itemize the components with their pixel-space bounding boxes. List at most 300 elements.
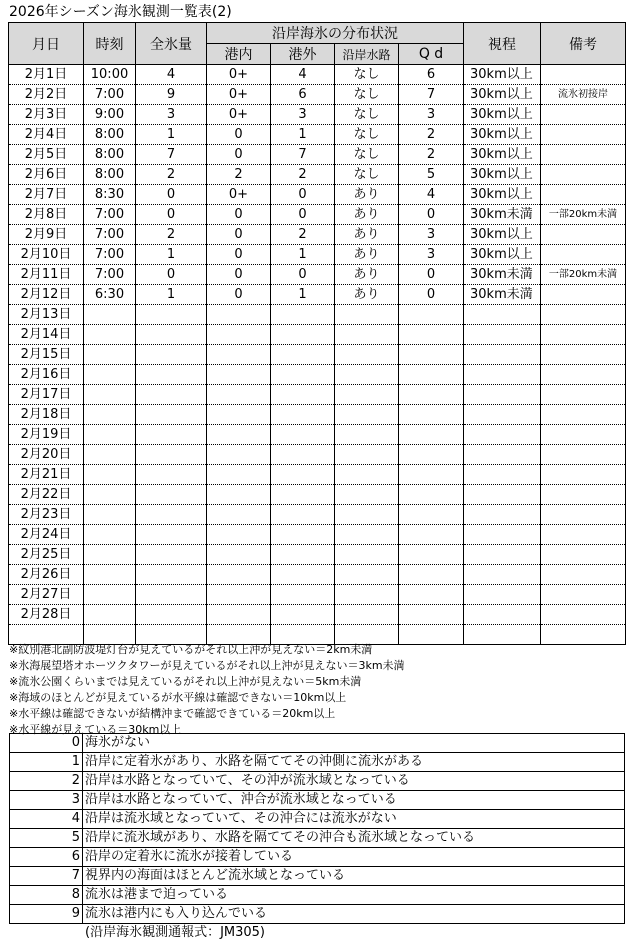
cell-channel: なし bbox=[335, 125, 399, 145]
cell-visibility: 30km以上 bbox=[464, 245, 541, 265]
table-row bbox=[9, 485, 626, 505]
cell-date: 2月18日 bbox=[9, 405, 84, 425]
cell-outer bbox=[271, 485, 335, 505]
cell-date: 2月22日 bbox=[9, 485, 84, 505]
cell-channel: あり bbox=[335, 285, 399, 305]
cell-channel bbox=[335, 565, 399, 585]
cell-qd: 4 bbox=[399, 185, 464, 205]
cell-total bbox=[136, 505, 207, 525]
cell-inner bbox=[207, 305, 271, 325]
cell-outer bbox=[271, 305, 335, 325]
legend-row bbox=[10, 791, 625, 810]
cell-channel bbox=[335, 605, 399, 625]
cell-total bbox=[136, 385, 207, 405]
cell-inner bbox=[207, 325, 271, 345]
cell-remarks bbox=[541, 365, 626, 385]
cell-channel: あり bbox=[335, 245, 399, 265]
table-row bbox=[9, 225, 626, 245]
cell-total bbox=[136, 605, 207, 625]
table-row bbox=[9, 145, 626, 165]
legend-row bbox=[10, 734, 625, 753]
cell-remarks bbox=[541, 545, 626, 565]
cell-visibility bbox=[464, 305, 541, 325]
table-row bbox=[9, 545, 626, 565]
cell-remarks bbox=[541, 605, 626, 625]
cell-outer: 2 bbox=[271, 225, 335, 245]
cell-date: 2月14日 bbox=[9, 325, 84, 345]
cell-inner: 0 bbox=[207, 265, 271, 285]
header-outer-harbor: 港外 bbox=[271, 44, 335, 65]
cell-outer: 1 bbox=[271, 125, 335, 145]
cell-visibility bbox=[464, 525, 541, 545]
cell-inner bbox=[207, 465, 271, 485]
cell-visibility bbox=[464, 485, 541, 505]
cell-visibility: 30km以上 bbox=[464, 105, 541, 125]
cell-total bbox=[136, 325, 207, 345]
cell-inner bbox=[207, 405, 271, 425]
cell-outer: 1 bbox=[271, 245, 335, 265]
cell-visibility bbox=[464, 465, 541, 485]
cell-remarks bbox=[541, 145, 626, 165]
cell-total: 1 bbox=[136, 285, 207, 305]
cell-time bbox=[84, 485, 136, 505]
cell-date: 2月7日 bbox=[9, 185, 84, 205]
legend-text: 沿岸に流氷域があり、水路を隔ててその沖合も流氷域となっている bbox=[83, 829, 625, 848]
table-row bbox=[9, 585, 626, 605]
cell-visibility bbox=[464, 545, 541, 565]
cell-inner: 0 bbox=[207, 285, 271, 305]
cell-outer bbox=[271, 605, 335, 625]
cell-total bbox=[136, 585, 207, 605]
cell-date: 2月19日 bbox=[9, 425, 84, 445]
cell-visibility bbox=[464, 365, 541, 385]
cell-inner bbox=[207, 485, 271, 505]
cell-total bbox=[136, 545, 207, 565]
cell-remarks bbox=[541, 165, 626, 185]
cell-total: 0 bbox=[136, 205, 207, 225]
cell-total: 0 bbox=[136, 265, 207, 285]
cell-time: 7:00 bbox=[84, 245, 136, 265]
cell-channel bbox=[335, 585, 399, 605]
table-row bbox=[9, 285, 626, 305]
legend-text: 沿岸は水路となっていて、沖合が流氷域となっている bbox=[83, 791, 625, 810]
cell-time: 7:00 bbox=[84, 225, 136, 245]
cell-qd: 2 bbox=[399, 125, 464, 145]
cell-channel bbox=[335, 405, 399, 425]
cell-total bbox=[136, 445, 207, 465]
cell-channel bbox=[335, 345, 399, 365]
cell-qd bbox=[399, 305, 464, 325]
cell-qd bbox=[399, 385, 464, 405]
cell-remarks: 流氷初接岸 bbox=[541, 85, 626, 105]
cell-date: 2月25日 bbox=[9, 545, 84, 565]
cell-remarks bbox=[541, 305, 626, 325]
visibility-notes bbox=[9, 642, 405, 738]
table-row bbox=[9, 105, 626, 125]
cell-time bbox=[84, 565, 136, 585]
note: ※水平線は確認できないが結構沖まで確認できている＝20km以上 bbox=[9, 707, 336, 720]
cell-outer: 4 bbox=[271, 65, 335, 85]
cell-outer bbox=[271, 445, 335, 465]
header-time: 時刻 bbox=[84, 23, 136, 65]
cell-visibility: 30km未満 bbox=[464, 265, 541, 285]
cell-time bbox=[84, 605, 136, 625]
cell-remarks: 一部20km未満 bbox=[541, 205, 626, 225]
legend-row bbox=[10, 772, 625, 791]
cell-qd bbox=[399, 505, 464, 525]
cell-time bbox=[84, 345, 136, 365]
legend-row bbox=[10, 905, 625, 924]
cell-time: 8:00 bbox=[84, 145, 136, 165]
cell-remarks bbox=[541, 125, 626, 145]
cell-date: 2月27日 bbox=[9, 585, 84, 605]
cell-qd: 0 bbox=[399, 285, 464, 305]
cell-visibility: 30km以上 bbox=[464, 85, 541, 105]
cell-remarks bbox=[541, 485, 626, 505]
legend-code: 0 bbox=[10, 734, 83, 753]
cell-qd: 2 bbox=[399, 145, 464, 165]
cell-qd bbox=[399, 405, 464, 425]
cell-outer bbox=[271, 585, 335, 605]
cell-date: 2月6日 bbox=[9, 165, 84, 185]
cell-qd bbox=[399, 485, 464, 505]
cell-remarks bbox=[541, 105, 626, 125]
qd-legend-table bbox=[9, 733, 625, 924]
cell-date: 2月24日 bbox=[9, 525, 84, 545]
cell-outer: 0 bbox=[271, 265, 335, 285]
cell-remarks bbox=[541, 625, 626, 645]
cell-remarks bbox=[541, 565, 626, 585]
ice-observation-table bbox=[8, 22, 626, 645]
cell-time: 7:00 bbox=[84, 85, 136, 105]
cell-time bbox=[84, 325, 136, 345]
cell-outer: 7 bbox=[271, 145, 335, 165]
legend-row bbox=[10, 810, 625, 829]
cell-outer bbox=[271, 465, 335, 485]
cell-time bbox=[84, 545, 136, 565]
cell-date: 2月26日 bbox=[9, 565, 84, 585]
cell-total bbox=[136, 565, 207, 585]
cell-time bbox=[84, 585, 136, 605]
cell-remarks bbox=[541, 585, 626, 605]
cell-channel: あり bbox=[335, 225, 399, 245]
cell-qd: 3 bbox=[399, 245, 464, 265]
table-row bbox=[9, 165, 626, 185]
header-qd: Q d bbox=[399, 44, 464, 65]
cell-visibility bbox=[464, 385, 541, 405]
cell-qd bbox=[399, 425, 464, 445]
cell-inner bbox=[207, 385, 271, 405]
cell-time: 7:00 bbox=[84, 265, 136, 285]
cell-date: 2月3日 bbox=[9, 105, 84, 125]
header-date: 月日 bbox=[9, 23, 84, 65]
cell-date: 2月21日 bbox=[9, 465, 84, 485]
cell-channel: なし bbox=[335, 65, 399, 85]
cell-channel bbox=[335, 305, 399, 325]
cell-visibility bbox=[464, 405, 541, 425]
cell-remarks bbox=[541, 405, 626, 425]
cell-time: 8:00 bbox=[84, 125, 136, 145]
table-row bbox=[9, 185, 626, 205]
cell-time bbox=[84, 365, 136, 385]
header-visibility: 視程 bbox=[464, 23, 541, 65]
cell-qd: 0 bbox=[399, 265, 464, 285]
cell-qd bbox=[399, 605, 464, 625]
cell-outer bbox=[271, 325, 335, 345]
table-row bbox=[9, 565, 626, 585]
cell-total: 4 bbox=[136, 65, 207, 85]
cell-channel: あり bbox=[335, 185, 399, 205]
cell-outer bbox=[271, 365, 335, 385]
note: ※海域のほとんどが見えているが水平線は確認できない＝10km以上 bbox=[9, 691, 347, 704]
cell-date: 2月16日 bbox=[9, 365, 84, 385]
cell-remarks bbox=[541, 225, 626, 245]
cell-outer bbox=[271, 545, 335, 565]
cell-visibility: 30km以上 bbox=[464, 165, 541, 185]
cell-remarks: 一部20km未満 bbox=[541, 265, 626, 285]
cell-time bbox=[84, 385, 136, 405]
cell-outer: 0 bbox=[271, 185, 335, 205]
table-row bbox=[9, 505, 626, 525]
cell-inner: 0 bbox=[207, 125, 271, 145]
legend-text: 沿岸は流氷域となっていて、その沖合には流氷がない bbox=[83, 810, 625, 829]
cell-qd bbox=[399, 565, 464, 585]
cell-outer bbox=[271, 385, 335, 405]
table-row bbox=[9, 445, 626, 465]
table-row bbox=[9, 125, 626, 145]
cell-remarks bbox=[541, 65, 626, 85]
cell-date: 2月15日 bbox=[9, 345, 84, 365]
cell-qd: 3 bbox=[399, 105, 464, 125]
cell-total bbox=[136, 405, 207, 425]
header-inner-harbor: 港内 bbox=[207, 44, 271, 65]
header-coastal-distribution: 沿岸海氷の分布状況 bbox=[207, 23, 464, 44]
cell-inner: 0 bbox=[207, 205, 271, 225]
cell-channel bbox=[335, 485, 399, 505]
cell-total bbox=[136, 345, 207, 365]
legend-row bbox=[10, 753, 625, 772]
cell-inner: 2 bbox=[207, 165, 271, 185]
cell-visibility bbox=[464, 605, 541, 625]
cell-outer: 0 bbox=[271, 205, 335, 225]
cell-inner bbox=[207, 445, 271, 465]
cell-date: 2月9日 bbox=[9, 225, 84, 245]
cell-visibility bbox=[464, 585, 541, 605]
cell-total bbox=[136, 305, 207, 325]
cell-visibility: 30km以上 bbox=[464, 145, 541, 165]
cell-qd bbox=[399, 465, 464, 485]
cell-qd: 7 bbox=[399, 85, 464, 105]
cell-inner bbox=[207, 525, 271, 545]
cell-remarks bbox=[541, 425, 626, 445]
cell-inner: 0+ bbox=[207, 85, 271, 105]
cell-visibility: 30km以上 bbox=[464, 225, 541, 245]
cell-time bbox=[84, 445, 136, 465]
cell-time bbox=[84, 305, 136, 325]
table-row bbox=[9, 265, 626, 285]
note: ※紋別港北副防波堤灯台が見えているがそれ以上沖が見えない＝2km未満 bbox=[9, 643, 373, 656]
cell-qd: 3 bbox=[399, 225, 464, 245]
cell-remarks bbox=[541, 465, 626, 485]
cell-total: 1 bbox=[136, 125, 207, 145]
cell-remarks bbox=[541, 505, 626, 525]
legend-code: 9 bbox=[10, 905, 83, 924]
cell-date: 2月23日 bbox=[9, 505, 84, 525]
cell-remarks bbox=[541, 525, 626, 545]
cell-total: 7 bbox=[136, 145, 207, 165]
cell-visibility: 30km未満 bbox=[464, 205, 541, 225]
header-total-ice: 全氷量 bbox=[136, 23, 207, 65]
table-row bbox=[9, 245, 626, 265]
cell-date: 2月2日 bbox=[9, 85, 84, 105]
cell-remarks bbox=[541, 325, 626, 345]
legend-text: 沿岸の定着氷に流氷が接着している bbox=[83, 848, 625, 867]
cell-total: 9 bbox=[136, 85, 207, 105]
page-title: 2026年シーズン海氷観測一覧表(2) bbox=[9, 4, 232, 20]
legend-code: 6 bbox=[10, 848, 83, 867]
cell-time: 9:00 bbox=[84, 105, 136, 125]
cell-qd bbox=[399, 585, 464, 605]
cell-qd bbox=[399, 545, 464, 565]
legend-code: 4 bbox=[10, 810, 83, 829]
cell-qd bbox=[399, 445, 464, 465]
header-coastal-channel: 沿岸水路 bbox=[335, 44, 399, 65]
cell-inner bbox=[207, 365, 271, 385]
legend-row bbox=[10, 829, 625, 848]
cell-date: 2月5日 bbox=[9, 145, 84, 165]
cell-date: 2月4日 bbox=[9, 125, 84, 145]
cell-visibility bbox=[464, 425, 541, 445]
cell-visibility bbox=[464, 565, 541, 585]
cell-visibility bbox=[464, 325, 541, 345]
cell-outer: 6 bbox=[271, 85, 335, 105]
legend-text: 海氷がない bbox=[83, 734, 625, 753]
cell-qd bbox=[399, 625, 464, 645]
cell-total: 1 bbox=[136, 245, 207, 265]
footer-code-reference: (沿岸海氷観測通報式：JM305) bbox=[85, 925, 266, 940]
note: ※流氷公園くらいまでは見えているがそれ以上沖が見えない＝5km未満 bbox=[9, 675, 362, 688]
table-row bbox=[9, 525, 626, 545]
cell-time: 8:00 bbox=[84, 165, 136, 185]
legend-text: 沿岸は水路となっていて、その沖が流氷域となっている bbox=[83, 772, 625, 791]
table-row bbox=[9, 365, 626, 385]
cell-outer: 2 bbox=[271, 165, 335, 185]
cell-qd: 0 bbox=[399, 205, 464, 225]
table-row bbox=[9, 345, 626, 365]
note: ※氷海展望塔オホーツクタワーが見えているがそれ以上沖が見えない＝3km未満 bbox=[9, 659, 405, 672]
table-row bbox=[9, 605, 626, 625]
cell-channel bbox=[335, 445, 399, 465]
cell-inner: 0+ bbox=[207, 65, 271, 85]
cell-visibility: 30km以上 bbox=[464, 125, 541, 145]
cell-time: 6:30 bbox=[84, 285, 136, 305]
cell-remarks bbox=[541, 185, 626, 205]
legend-code: 3 bbox=[10, 791, 83, 810]
table-row bbox=[9, 325, 626, 345]
cell-outer bbox=[271, 405, 335, 425]
cell-remarks bbox=[541, 345, 626, 365]
legend-code: 2 bbox=[10, 772, 83, 791]
cell-outer: 1 bbox=[271, 285, 335, 305]
cell-remarks bbox=[541, 285, 626, 305]
cell-time bbox=[84, 505, 136, 525]
cell-outer: 3 bbox=[271, 105, 335, 125]
cell-time bbox=[84, 405, 136, 425]
cell-time bbox=[84, 425, 136, 445]
cell-channel bbox=[335, 525, 399, 545]
cell-inner bbox=[207, 585, 271, 605]
cell-date: 2月11日 bbox=[9, 265, 84, 285]
cell-channel: なし bbox=[335, 85, 399, 105]
cell-channel: なし bbox=[335, 165, 399, 185]
cell-visibility bbox=[464, 625, 541, 645]
cell-total bbox=[136, 425, 207, 445]
table-row bbox=[9, 405, 626, 425]
legend-row bbox=[10, 886, 625, 905]
cell-inner bbox=[207, 605, 271, 625]
cell-qd: 5 bbox=[399, 165, 464, 185]
cell-qd bbox=[399, 365, 464, 385]
cell-time bbox=[84, 465, 136, 485]
cell-qd: 6 bbox=[399, 65, 464, 85]
cell-time: 10:00 bbox=[84, 65, 136, 85]
cell-total bbox=[136, 365, 207, 385]
cell-inner: 0 bbox=[207, 145, 271, 165]
cell-total bbox=[136, 485, 207, 505]
cell-total: 2 bbox=[136, 165, 207, 185]
cell-visibility bbox=[464, 445, 541, 465]
cell-inner: 0+ bbox=[207, 105, 271, 125]
table-row bbox=[9, 425, 626, 445]
cell-channel: なし bbox=[335, 145, 399, 165]
cell-channel: なし bbox=[335, 105, 399, 125]
cell-date: 2月13日 bbox=[9, 305, 84, 325]
cell-inner bbox=[207, 545, 271, 565]
cell-visibility: 30km以上 bbox=[464, 185, 541, 205]
table-row bbox=[9, 385, 626, 405]
table-row bbox=[9, 65, 626, 85]
cell-inner: 0+ bbox=[207, 185, 271, 205]
cell-date: 2月10日 bbox=[9, 245, 84, 265]
cell-outer bbox=[271, 425, 335, 445]
cell-date: 2月17日 bbox=[9, 385, 84, 405]
legend-text: 視界内の海面はほとんど流氷域となっている bbox=[83, 867, 625, 886]
cell-channel bbox=[335, 545, 399, 565]
cell-inner: 0 bbox=[207, 225, 271, 245]
cell-outer bbox=[271, 565, 335, 585]
legend-code: 7 bbox=[10, 867, 83, 886]
legend-text: 沿岸に定着氷があり、水路を隔ててその沖側に流氷がある bbox=[83, 753, 625, 772]
legend-code: 5 bbox=[10, 829, 83, 848]
cell-visibility bbox=[464, 345, 541, 365]
cell-channel bbox=[335, 385, 399, 405]
cell-outer bbox=[271, 525, 335, 545]
cell-channel bbox=[335, 325, 399, 345]
legend-text: 流氷は港まで迫っている bbox=[83, 886, 625, 905]
cell-visibility bbox=[464, 505, 541, 525]
cell-channel bbox=[335, 465, 399, 485]
table-row bbox=[9, 85, 626, 105]
legend-row bbox=[10, 867, 625, 886]
table-row bbox=[9, 205, 626, 225]
legend-text: 流氷は港内にも入り込んでいる bbox=[83, 905, 625, 924]
cell-qd bbox=[399, 525, 464, 545]
cell-qd bbox=[399, 345, 464, 365]
cell-inner: 0 bbox=[207, 245, 271, 265]
cell-remarks bbox=[541, 245, 626, 265]
table-row bbox=[9, 465, 626, 485]
cell-remarks bbox=[541, 445, 626, 465]
